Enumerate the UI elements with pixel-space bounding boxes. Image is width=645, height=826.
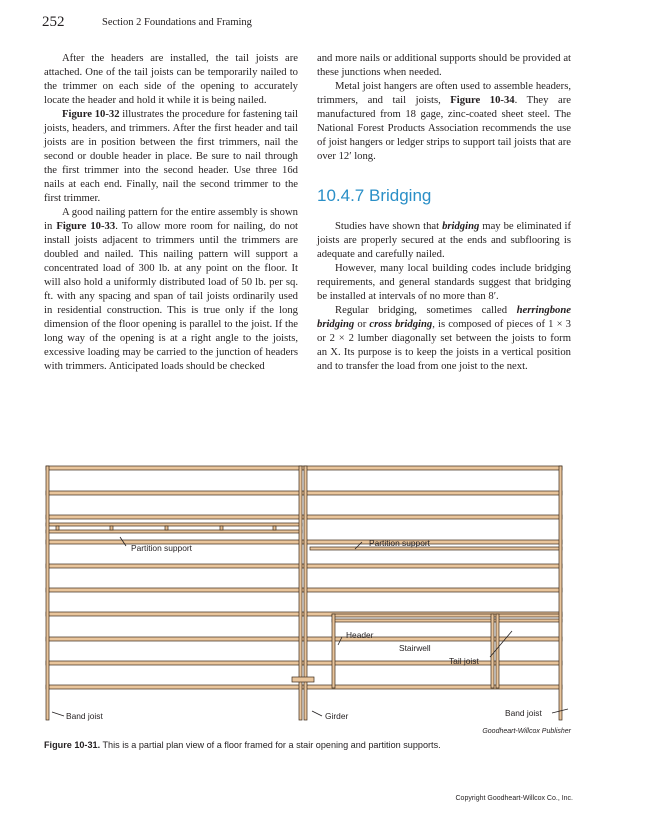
- copyright-notice: Copyright Goodheart-Willcox Co., Inc.: [455, 795, 573, 802]
- blocking-block: [220, 526, 223, 530]
- page-number: 252: [42, 14, 65, 30]
- band-joist: [46, 466, 49, 720]
- paragraph-text: or: [354, 319, 370, 330]
- paragraph-text: may be eliminated if joists are properly secured at the ends and subflooring is adequate and carefully nailed.: [317, 221, 571, 260]
- trimmer: [496, 614, 499, 688]
- label-tail-joist: Tail joist: [449, 656, 479, 666]
- label-girder: Girder: [325, 711, 349, 721]
- caption-text: This is a partial plan view of a floor framed for a stair opening and partition supports.: [102, 740, 441, 750]
- label-partition-support-left: Partition support: [131, 543, 192, 553]
- paragraph-text: Studies have shown that: [335, 221, 443, 232]
- paragraph-text: . They are manufactured from 18 gage, zinc-coated sheet steel. The National Forest Products Association recommends the use of joist hangers or ledger strips to support tail joists that are over 12′ long.: [317, 95, 571, 162]
- caption-number: Figure 10-31.: [44, 740, 101, 750]
- key-term: cross bridging: [369, 319, 433, 330]
- figure-reference: Figure 10-34: [450, 95, 515, 106]
- paragraph-text: A good nailing pattern for the entire assembly is shown in: [44, 207, 298, 232]
- label-partition-support-right: Partition support: [369, 538, 430, 548]
- key-term: bridging: [442, 221, 480, 232]
- section-heading: 10.4.7 Bridging: [317, 186, 432, 205]
- label-band-joist-right: Band joist: [505, 708, 542, 718]
- paragraph: and more nails or additional supports should be provided at these junctions when needed.: [317, 53, 571, 78]
- figure-reference: Figure 10-32: [62, 109, 120, 120]
- paragraph-text: , is composed of pieces of 1 × 3 or 2 × 2 lumber diagonally set between the joists to form an X. Its purpose is to keep the joists in a vertical position and to transfer the load from one joist to the next.: [317, 319, 572, 372]
- figure-reference: Figure 10-33: [56, 221, 116, 232]
- label-band-joist-left: Band joist: [66, 711, 103, 721]
- paragraph-text: . To allow more room for nailing, do not install joists adjacent to trimmers until the trimmers are doubled and nailed. This nailing pattern will support a concentrated load of 300 lb. at any point on the floor. It will also hold a uniformly distributed load of 50 lb. per sq. ft. with any spacing and span of tail joists ordinarily used in residential construction. This is true only if the long dimension of the floor opening is parallel to the joist. If the long way of the opening is at a right angle to the joists, excessive loading may be carried to the junction of headers with trimmers. Anticipated loads should be checked: [44, 221, 299, 372]
- paragraph: After the headers are installed, the tail joists are attached. One of the tail joists can be temporarily nailed to the trimmer on each side of the opening to accurately locate the header and hold it while it is being nailed.: [44, 53, 298, 106]
- partition-blocking: [46, 523, 302, 526]
- partition-blocking: [310, 547, 562, 550]
- paragraph-text: Regular bridging, sometimes called: [335, 305, 517, 316]
- section-title: Section 2 Foundations and Framing: [102, 17, 252, 28]
- figure-credit: Goodheart-Willcox Publisher: [482, 728, 571, 735]
- paragraph-text: illustrates the procedure for fastening tail joists, headers, and trimmers. After the first header and tail joists are in position between the first trimmers, nail the second or double header in place. Be sure to nail through the first trimmer into the second header. Use three 16d nails at each end. Finally, nail the second trimmer to the first trimmer.: [44, 109, 298, 204]
- blocking-block: [165, 526, 168, 530]
- framing-lines: [46, 466, 562, 720]
- blocking-block: [110, 526, 113, 530]
- label-stairwell: Stairwell: [399, 643, 431, 653]
- paragraph-text: Metal joist hangers are often used to assemble headers, trimmers, and tail joists,: [317, 81, 571, 106]
- partition-blocking: [46, 530, 302, 533]
- girder-plate: [292, 677, 314, 682]
- trimmer: [332, 614, 335, 688]
- band-joist: [559, 466, 562, 720]
- header: [332, 619, 562, 622]
- key-term: herringbone bridging: [317, 305, 571, 330]
- paragraph: However, many local building codes include bridging requirements, and general standards suggest that bridging be installed at intervals of no more than 8′.: [317, 263, 571, 302]
- blocking-block: [56, 526, 59, 530]
- trimmer: [491, 614, 494, 688]
- header: [332, 614, 562, 617]
- label-header: Header: [346, 630, 374, 640]
- blocking-block: [273, 526, 276, 530]
- figure-caption: [44, 740, 604, 750]
